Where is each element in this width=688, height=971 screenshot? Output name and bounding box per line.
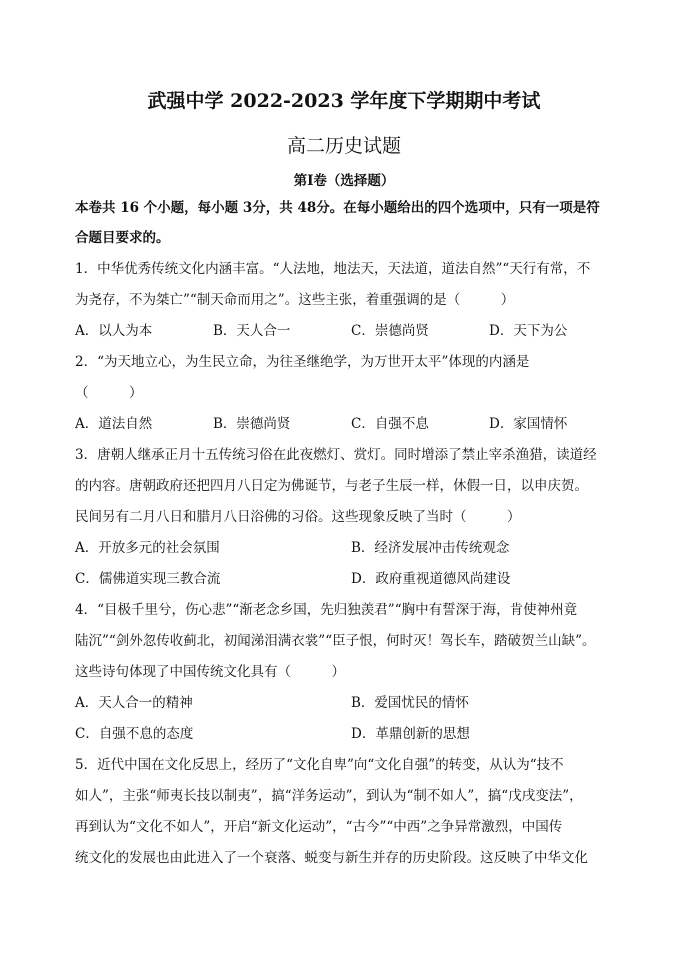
question-stem-line: 再到认为“文化不如人”，开启“新文化运动”，“古今”“中西”之争异常激烈，中国传 [75,819,563,835]
question-stem-line: 1．中华优秀传统文化内涵丰富。“人法地，地法天，天法道，道法自然”“天行有常，不 [75,261,591,277]
answer-option: D．革鼎创新的思想 [351,726,470,742]
answer-option: B．天人合一 [213,323,291,339]
question-stem-line: 4．“目极千里兮，伤心悲”“渐老念乡国，先归独羡君”“胸中有誓深于海，肯使神州竟 [75,602,578,618]
question-stem-line: 3．唐朝人继承正月十五传统习俗在此夜燃灯、赏灯。同时增添了禁止宰杀渔猎，读道经 [75,447,597,463]
question-stem-line: 2．“为天地立心，为生民立命，为往圣继绝学，为万世开太平”体现的内涵是 [75,354,530,370]
answer-option: B．经济发展冲击传统观念 [351,540,510,556]
answer-option: A．开放多元的社会氛围 [75,540,220,556]
question-stem-line: 统文化的发展也由此进入了一个衰落、蜕变与新生并存的历史阶段。这反映了中华文化 [75,850,588,866]
exam-title: 武强中学 2022-2023 学年度下学期期中考试 [147,90,541,112]
answer-option: D．家国情怀 [489,416,568,432]
answer-option: C．自强不息的态度 [75,726,194,742]
instructions-line: 合题目要求的。 [75,230,170,246]
question-stem-line: （ ） [75,385,143,401]
answer-option: D．政府重视道德风尚建设 [351,571,511,587]
exam-subtitle: 高二历史试题 [286,135,401,157]
question-stem-line: 陆沉”“剑外忽传收蓟北，初闻涕泪满衣裳”“臣子恨，何时灭！驾长车，踏破贺兰山缺”。 [75,633,596,649]
answer-option: A．天人合一的精神 [75,695,193,711]
question-stem-line: 如人”，主张“师夷长技以制夷”，搞“洋务运动”，到认为“制不如人”，搞“戊戌变法”， [75,788,583,804]
question-stem-line: 这些诗句体现了中国传统文化具有（ ） [75,664,345,680]
question-stem-line: 的内容。唐朝政府还把四月八日定为佛诞节，与老子生辰一样，休假一日，以申庆贺。 [75,478,588,494]
question-stem-line: 为尧存，不为桀亡”“制天命而用之”。这些主张，着重强调的是（ ） [75,292,515,308]
answer-option: A．以人为本 [75,323,153,339]
answer-option: A．道法自然 [75,416,153,432]
answer-option: B．崇德尚贤 [213,416,291,432]
answer-option: C．自强不息 [351,416,429,432]
instructions-line: 本卷共 16 个小题，每小题 3分，共 48分。在每小题给出的四个选项中，只有一项是符 [75,200,600,216]
answer-option: C．崇德尚贤 [351,323,429,339]
answer-option: B．爱国忧民的情怀 [351,695,469,711]
section-heading: 第Ⅰ卷（选择题） [293,173,395,189]
answer-option: D．天下为公 [489,323,568,339]
answer-option: C．儒佛道实现三教合流 [75,571,221,587]
question-stem-line: 5．近代中国在文化反思上，经历了“文化自卑”向“文化自强”的转变，从认为“技不 [75,757,564,773]
question-stem-line: 民间另有二月八日和腊月八日浴佛的习俗。这些现象反映了当时（ ） [75,509,521,525]
